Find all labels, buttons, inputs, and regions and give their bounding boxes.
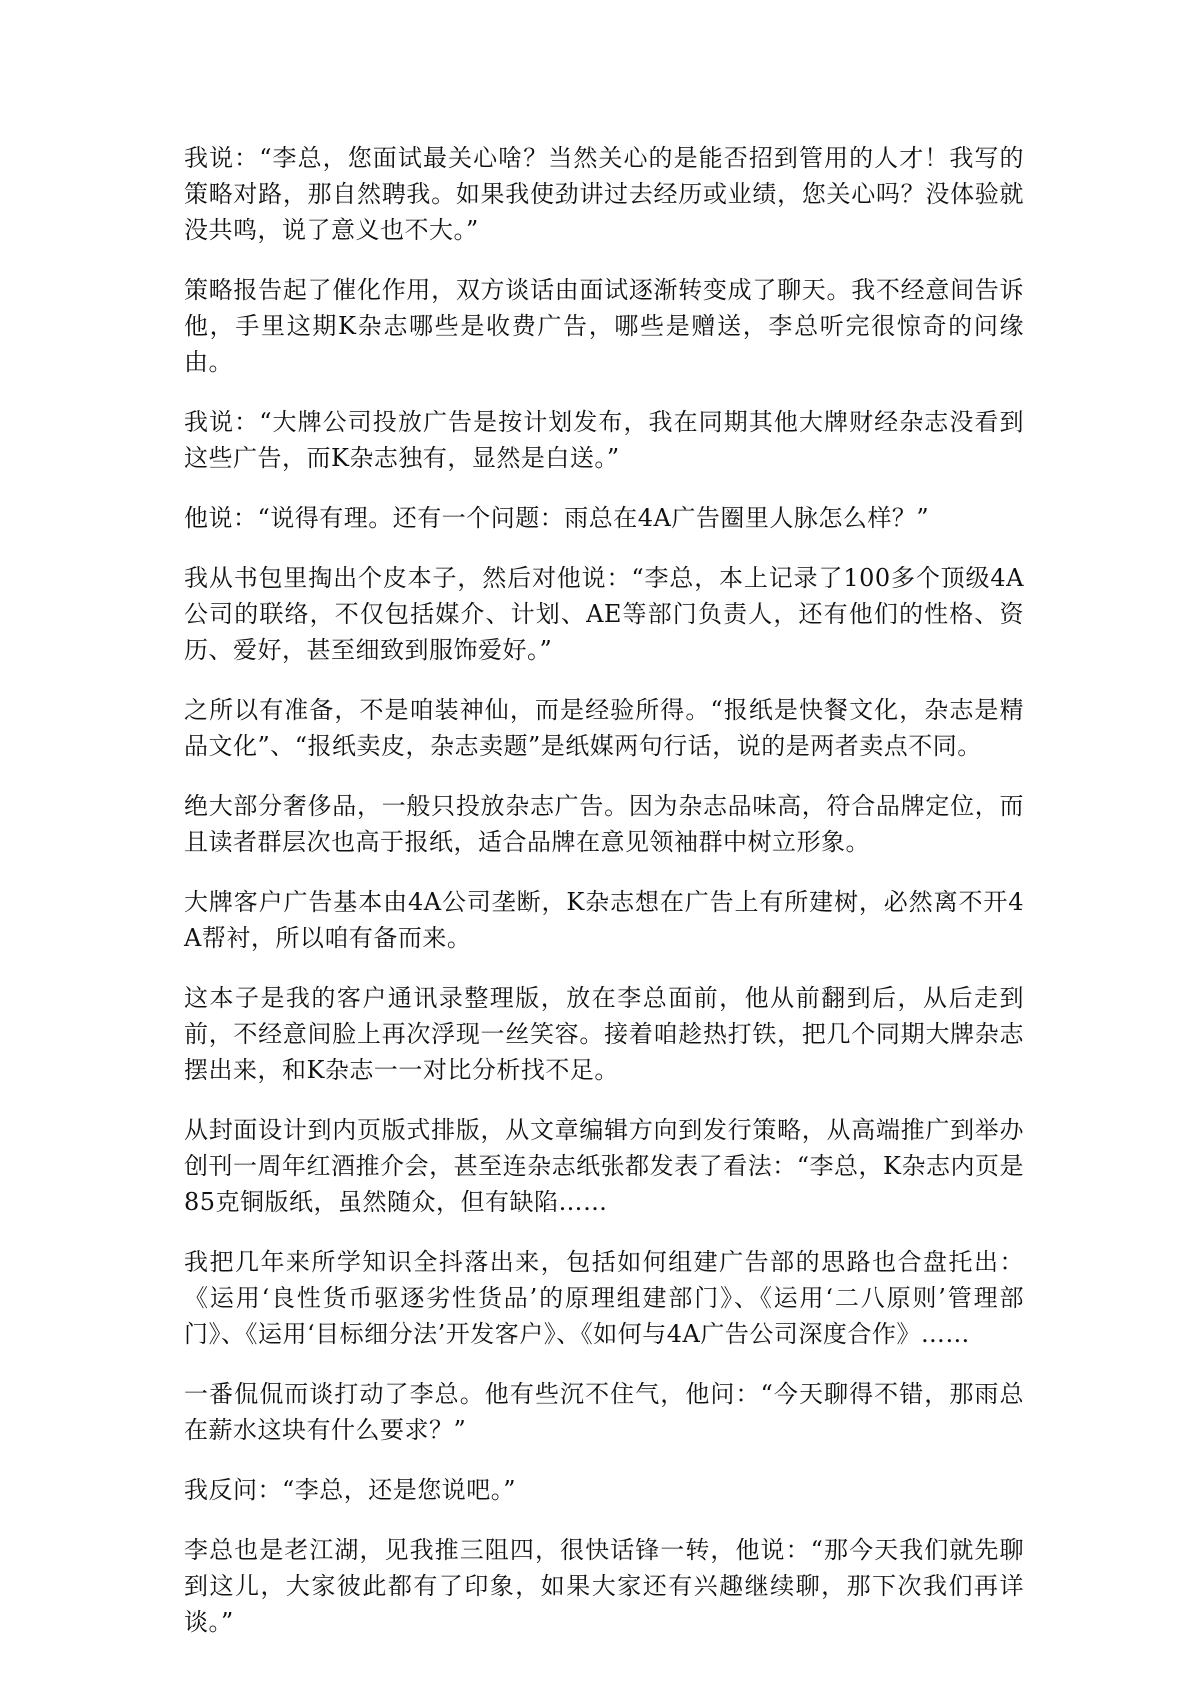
paragraph-14: 李总也是老江湖，见我推三阻四，很快话锋一转，他说：“那今天我们就先聊到这儿，大家彼此都有了印象，如果大家还有兴趣继续聊，那下次我们再详谈。” — [184, 1536, 1024, 1636]
paragraph-12: 一番侃侃而谈打动了李总。他有些沉不住气，他问：“今天聊得不错，那雨总在薪水这块有什么要求？” — [184, 1380, 1024, 1444]
paragraph-10: 从封面设计到内页版式排版，从文章编辑方向到发行策略，从高端推广到举办创刊一周年红酒推介会，甚至连杂志纸张都发表了看法：“李总，K杂志内页是85克铜版纸，虽然随众，但有缺陷…… — [184, 1116, 1024, 1216]
paragraph-1: 我说：“李总，您面试最关心啥？当然关心的是能否招到管用的人才！我写的策略对路，那自然聘我。如果我使劲讲过去经历或业绩，您关心吗？没体验就没共鸣，说了意义也不大。” — [184, 144, 1024, 244]
paragraph-5: 我从书包里掏出个皮本子，然后对他说：“李总，本上记录了100多个顶级4A公司的联络，不仅包括媒介、计划、AE等部门负责人，还有他们的性格、资历、爱好，甚至细致到服饰爱好。” — [184, 564, 1024, 664]
paragraph-8: 大牌客户广告基本由4A公司垄断，K杂志想在广告上有所建树，必然离不开4A帮衬，所以咱有备而来。 — [184, 888, 1024, 952]
paragraph-2: 策略报告起了催化作用，双方谈话由面试逐渐转变成了聊天。我不经意间告诉他，手里这期K杂志哪些是收费广告，哪些是赠送，李总听完很惊奇的问缘由。 — [184, 276, 1024, 376]
paragraph-13: 我反问：“李总，还是您说吧。” — [184, 1476, 517, 1504]
document-body — [184, 140, 1024, 1664]
paragraph-6: 之所以有准备，不是咱装神仙，而是经验所得。“报纸是快餐文化，杂志是精品文化”、“报纸卖皮，杂志卖题”是纸媒两句行话，说的是两者卖点不同。 — [184, 696, 1024, 760]
paragraph-4: 他说：“说得有理。还有一个问题：雨总在4A广告圈里人脉怎么样？” — [184, 504, 930, 532]
paragraph-7: 绝大部分奢侈品，一般只投放杂志广告。因为杂志品味高，符合品牌定位，而且读者群层次也高于报纸，适合品牌在意见领袖群中树立形象。 — [184, 792, 1024, 856]
paragraph-11: 我把几年来所学知识全抖落出来，包括如何组建广告部的思路也合盘托出：《运用‘良性货币驱逐劣性货品’的原理组建部门》、《运用‘二八原则’管理部门》、《运用‘目标细分法’开发客户》、《如何与4A广告公司深度合作》…… — [184, 1248, 1024, 1348]
paragraph-3: 我说：“大牌公司投放广告是按计划发布，我在同期其他大牌财经杂志没看到这些广告，而K杂志独有，显然是白送。” — [184, 408, 1024, 472]
paragraph-9: 这本子是我的客户通讯录整理版，放在李总面前，他从前翻到后，从后走到前，不经意间脸上再次浮现一丝笑容。接着咱趁热打铁，把几个同期大牌杂志摆出来，和K杂志一一对比分析找不足。 — [184, 984, 1024, 1084]
